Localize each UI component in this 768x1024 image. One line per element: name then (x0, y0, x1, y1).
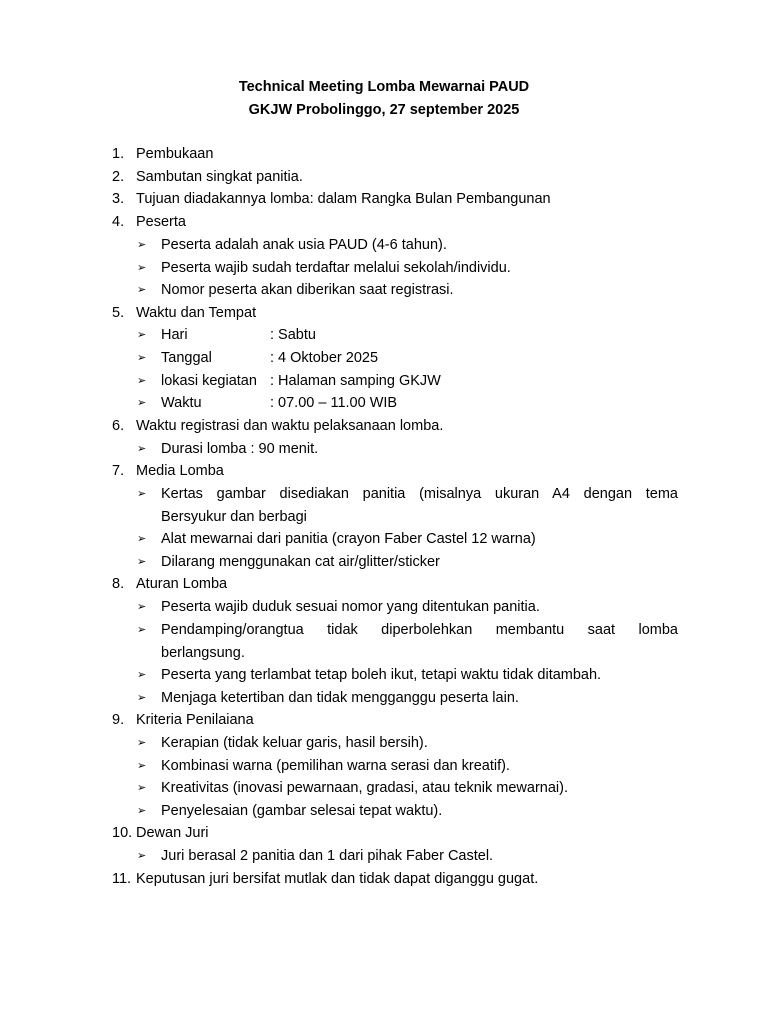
arrowhead-bullet-icon: ➢ (137, 849, 147, 862)
arrowhead-bullet-icon: ➢ (137, 238, 147, 251)
sub-item-text: Dilarang menggunakan cat air/glitter/sticker (161, 554, 440, 570)
arrowhead-bullet-icon: ➢ (137, 328, 147, 341)
sub-list-item (0, 483, 768, 506)
sub-item-text: Kreativitas (inovasi pewarnaan, gradasi, atau teknik mewarnai). (161, 780, 569, 796)
detail-label: Waktu (161, 395, 202, 411)
item-text: Media Lomba (136, 463, 224, 479)
detail-label: lokasi kegiatan (161, 373, 257, 389)
sub-list-item (0, 777, 768, 800)
arrowhead-bullet-icon: ➢ (137, 736, 147, 749)
arrowhead-bullet-icon: ➢ (137, 759, 147, 772)
item-text: Waktu registrasi dan waktu pelaksanaan lomba. (136, 418, 444, 434)
sub-item-text: Menjaga ketertiban dan tidak mengganggu peserta lain. (161, 690, 519, 706)
item-text: Aturan Lomba (136, 576, 228, 592)
list-item (0, 211, 768, 234)
item-number: 2. (112, 169, 125, 185)
item-number: 10. (112, 825, 133, 841)
list-item (0, 188, 768, 211)
sub-list-item (0, 279, 768, 302)
sub-item-text: Kombinasi warna (pemilihan warna serasi dan kreatif). (161, 758, 510, 774)
list-item (0, 822, 768, 845)
detail-row (0, 347, 768, 370)
item-number: 9. (112, 712, 125, 728)
item-text: Pembukaan (136, 146, 214, 162)
detail-value: : Halaman samping GKJW (270, 373, 441, 389)
sub-item-text: Kertas gambar disediakan panitia (misalnya ukuran A4 dengan tema (161, 486, 678, 502)
sub-item-text: Durasi lomba : 90 menit. (161, 441, 319, 457)
sub-list-item (0, 664, 768, 687)
sub-item-text-continuation: berlangsung. (161, 645, 245, 661)
item-number: 1. (112, 146, 125, 162)
sub-list-item-continuation (0, 506, 768, 529)
arrowhead-bullet-icon: ➢ (137, 351, 147, 364)
list-item (0, 460, 768, 483)
arrowhead-bullet-icon: ➢ (137, 668, 147, 681)
arrowhead-bullet-icon: ➢ (137, 487, 147, 500)
sub-list-item (0, 687, 768, 710)
sub-item-text: Peserta wajib sudah terdaftar melalui sekolah/individu. (161, 260, 511, 276)
document-title: Technical Meeting Lomba Mewarnai PAUD (238, 79, 530, 95)
detail-value: : 4 Oktober 2025 (270, 350, 379, 366)
item-number: 7. (112, 463, 125, 479)
arrowhead-bullet-icon: ➢ (137, 623, 147, 636)
arrowhead-bullet-icon: ➢ (137, 781, 147, 794)
item-number: 4. (112, 214, 125, 230)
item-number: 3. (112, 191, 125, 207)
sub-list-item (0, 438, 768, 461)
sub-list-item-continuation (0, 642, 768, 665)
detail-row (0, 392, 768, 415)
arrowhead-bullet-icon: ➢ (137, 261, 147, 274)
sub-list-item (0, 619, 768, 642)
arrowhead-bullet-icon: ➢ (137, 396, 147, 409)
detail-value: : Sabtu (270, 327, 316, 343)
detail-label: Tanggal (161, 350, 212, 366)
item-text: Dewan Juri (136, 825, 209, 841)
list-item (0, 302, 768, 325)
document-subtitle: GKJW Probolinggo, 27 september 2025 (248, 102, 520, 118)
sub-list-item (0, 551, 768, 574)
arrowhead-bullet-icon: ➢ (137, 442, 147, 455)
arrowhead-bullet-icon: ➢ (137, 804, 147, 817)
arrowhead-bullet-icon: ➢ (137, 532, 147, 545)
sub-list-item (0, 755, 768, 778)
detail-value: : 07.00 – 11.00 WIB (270, 395, 398, 411)
list-item (0, 143, 768, 166)
sub-list-item (0, 800, 768, 823)
sub-item-text-continuation: Bersyukur dan berbagi (161, 509, 307, 525)
sub-item-text: Juri berasal 2 panitia dan 1 dari pihak Faber Castel. (161, 848, 494, 864)
item-text: Keputusan juri bersifat mutlak dan tidak dapat diganggu gugat. (136, 871, 539, 887)
item-text: Tujuan diadakannya lomba: dalam Rangka Bulan Pembangunan (136, 191, 551, 207)
detail-row (0, 324, 768, 347)
detail-label: Hari (161, 327, 188, 343)
item-text: Kriteria Penilaiana (136, 712, 254, 728)
sub-item-text: Peserta wajib duduk sesuai nomor yang ditentukan panitia. (161, 599, 540, 615)
sub-item-text: Peserta yang terlambat tetap boleh ikut, tetapi waktu tidak ditambah. (161, 667, 602, 683)
item-number: 5. (112, 305, 125, 321)
sub-list-item (0, 234, 768, 257)
list-item (0, 868, 768, 891)
item-text: Peserta (136, 214, 186, 230)
item-text: Waktu dan Tempat (136, 305, 257, 321)
item-number: 6. (112, 418, 125, 434)
list-item (0, 709, 768, 732)
arrowhead-bullet-icon: ➢ (137, 600, 147, 613)
item-number: 8. (112, 576, 125, 592)
item-text: Sambutan singkat panitia. (136, 169, 303, 185)
sub-item-text: Peserta adalah anak usia PAUD (4-6 tahun). (161, 237, 447, 253)
sub-list-item (0, 732, 768, 755)
sub-item-text: Nomor peserta akan diberikan saat registrasi. (161, 282, 454, 298)
sub-item-text: Pendamping/orangtua tidak diperbolehkan membantu saat lomba (161, 622, 678, 638)
arrowhead-bullet-icon: ➢ (137, 374, 147, 387)
sub-item-text: Penyelesaian (gambar selesai tepat waktu). (161, 803, 443, 819)
item-number: 11. (112, 871, 132, 887)
sub-list-item (0, 528, 768, 551)
sub-list-item (0, 257, 768, 280)
detail-row (0, 370, 768, 393)
arrowhead-bullet-icon: ➢ (137, 691, 147, 704)
sub-item-text: Kerapian (tidak keluar garis, hasil bersih). (161, 735, 428, 751)
arrowhead-bullet-icon: ➢ (137, 283, 147, 296)
list-item (0, 166, 768, 189)
list-item (0, 415, 768, 438)
list-item (0, 573, 768, 596)
sub-list-item (0, 596, 768, 619)
arrowhead-bullet-icon: ➢ (137, 555, 147, 568)
sub-list-item (0, 845, 768, 868)
sub-item-text: Alat mewarnai dari panitia (crayon Faber Castel 12 warna) (161, 531, 536, 547)
